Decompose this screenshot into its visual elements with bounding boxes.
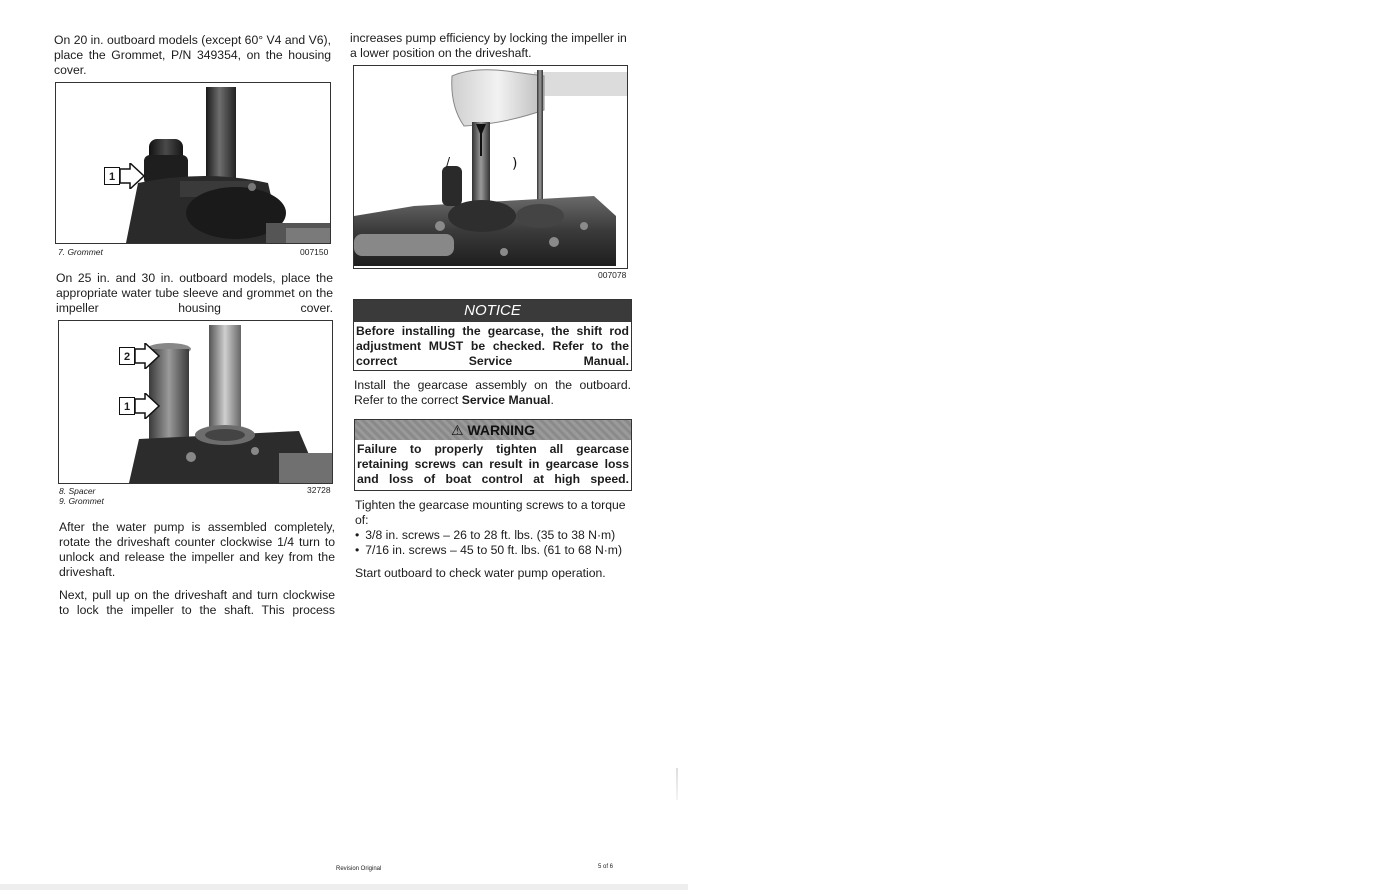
spacer-photo-illustration	[59, 321, 332, 483]
figure-grommet-photo	[55, 82, 331, 244]
figure-caption-spacer: 8. Spacer	[59, 486, 96, 496]
warning-box	[354, 419, 632, 491]
paragraph-grommet-25-30in: On 25 in. and 30 in. outboard models, place the appropriate water tube sleeve and grommet on the impeller housing cover.	[56, 271, 333, 315]
torque-spec-7-16: • 7/16 in. screws – 45 to 50 ft. lbs. (61 to 68 N·m)	[355, 543, 635, 558]
callout-1: 1	[104, 167, 120, 185]
paragraph-pull-up-driveshaft: Next, pull up on the driveshaft and turn clockwise to lock the impeller to the shaft. This process	[59, 588, 335, 617]
figure-caption-grommet: 7. Grommet	[58, 247, 103, 257]
callout-1b: 1	[119, 397, 135, 415]
callout-arrow-icon	[135, 343, 161, 369]
scan-mark	[676, 768, 678, 800]
callout-arrow-icon	[120, 163, 146, 189]
figure-id-32728: 32728	[307, 485, 331, 495]
grommet-photo-illustration	[56, 83, 330, 243]
paragraph-torque-intro: Tighten the gearcase mounting screws to a torque of:	[355, 498, 626, 527]
svg-text:): )	[512, 156, 518, 172]
svg-text:/: /	[446, 155, 451, 169]
notice-box	[353, 299, 632, 371]
page-edge	[0, 884, 688, 890]
driveshaft-photo-illustration	[354, 66, 627, 268]
figure-driveshaft-photo	[353, 65, 628, 269]
paragraph-install-gearcase: Install the gearcase assembly on the outboard. Refer to the correct Service Manual.	[354, 378, 631, 407]
callout-arrow-icon	[135, 393, 161, 419]
warning-triangle-icon: ⚠	[450, 422, 464, 438]
notice-title: NOTICE	[354, 300, 631, 322]
warning-title-bar	[355, 420, 631, 440]
torque-spec-list	[355, 528, 635, 558]
notice-body: Before installing the gearcase, the shift rod adjustment MUST be checked. Refer to the correct Service Manual.	[356, 324, 629, 368]
figure-spacer-photo	[58, 320, 333, 484]
figure-caption-grommet-2: 9. Grommet	[59, 496, 104, 506]
paragraph-grommet-20in: On 20 in. outboard models (except 60° V4 and V6), place the Grommet, P/N 349354, on the housing cover.	[54, 33, 331, 77]
paragraph-start-outboard: Start outboard to check water pump operation.	[355, 566, 606, 580]
footer-revision: Revision Original	[336, 866, 382, 872]
footer-page-number: 5 of 6	[598, 864, 614, 870]
torque-spec-3-8: • 3/8 in. screws – 26 to 28 ft. lbs. (35 to 38 N·m)	[355, 528, 635, 543]
paragraph-pump-efficiency: increases pump efficiency by locking the impeller in a lower position on the driveshaft.	[350, 31, 627, 60]
paragraph-rotate-driveshaft: After the water pump is assembled completely, rotate the driveshaft counter clockwise 1/4 turn to unlock and release the impeller and key from the driveshaft.	[59, 520, 335, 579]
callout-2: 2	[119, 347, 135, 365]
figure-id-007150: 007150	[300, 247, 329, 257]
figure-id-007078: 007078	[598, 270, 627, 280]
warning-body: Failure to properly tighten all gearcase retaining screws can result in gearcase loss and loss of boat control at high speed.	[357, 442, 629, 486]
warning-title: WARNING	[467, 422, 536, 438]
